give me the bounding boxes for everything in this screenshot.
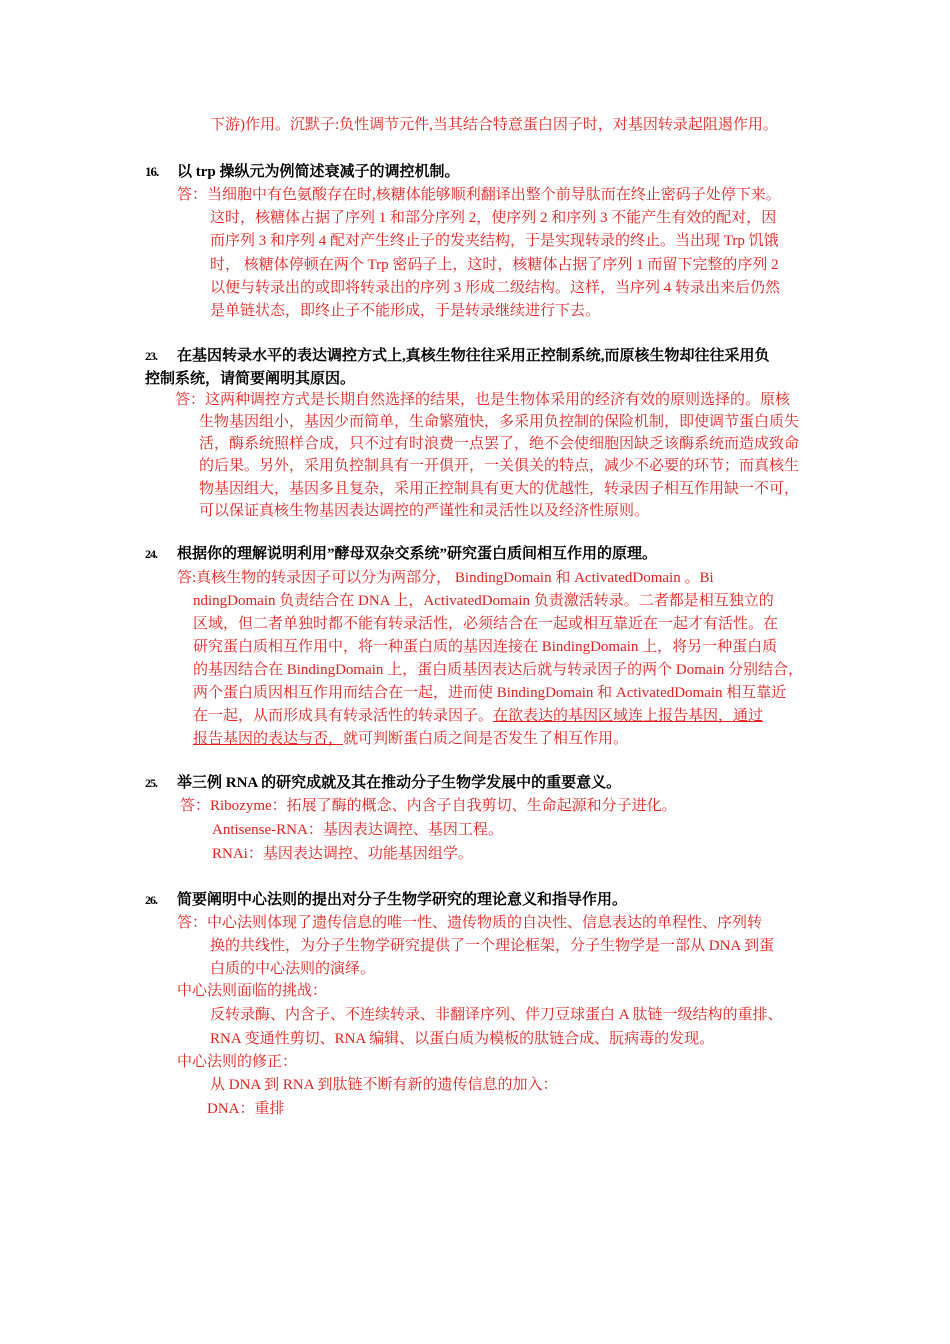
question-number: 16. xyxy=(145,164,159,179)
answer-line: 白质的中心法则的演绎。 xyxy=(210,961,376,977)
answer-line xyxy=(193,729,628,749)
answer-line: 可以保证真核生物基因表达调控的严谨性和灵活性以及经济性原则。 xyxy=(199,503,650,519)
answer-line: 生物基因组小，基因少而简单，生命繁殖快，多采用负控制的保险机制，即使调节蛋白质失 xyxy=(199,414,800,430)
answer-line: 是单链状态，即终止子不能形成，于是转录继续进行下去。 xyxy=(210,303,601,319)
underlined-text: 报告基因的表达与否， xyxy=(193,731,344,747)
answer-line: 两个蛋白质因相互作用而结合在一起，进而使 BindingDomain 和 ActivatedDomain 相互靠近 xyxy=(193,685,787,701)
text-span: 在一起，从而形成具有转录活性的转录因子。 xyxy=(193,708,494,724)
answer-line: ndingDomain 负责结合在 DNA 上，ActivatedDomain 负责激活转录。二者都是相互独立的 xyxy=(193,593,774,609)
answer-line: 的基因结合在 BindingDomain 上，蛋白质基因表达后就与转录因子的两个 Domain 分别结合， xyxy=(193,662,803,678)
question-number: 25. xyxy=(145,776,157,790)
answer-line: RNAi：基因表达调控、功能基因组学。 xyxy=(212,846,473,862)
question-number: 23. xyxy=(145,349,157,363)
underlined-text: 在欲表达的基因区域连上报告基因，通过 xyxy=(493,708,764,724)
answer-line: 答：Ribozyme：拓展了酶的概念、内含子自我剪切、生命起源和分子进化。 xyxy=(180,798,677,814)
answer-line: DNA：重排 xyxy=(207,1101,285,1117)
question-title: 根据你的理解说明利用”酵母双杂交系统”研究蛋白质间相互作用的原理。 xyxy=(177,546,658,562)
answer-subheading: 中心法则的修正： xyxy=(177,1054,298,1070)
answer-line: 物基因组大，基因多且复杂，采用正控制具有更大的优越性，转录因子相互作用缺一不可， xyxy=(199,481,800,497)
answer-line: 的后果。另外，采用负控制具有一开俱开，一关俱关的特点，减少不必要的环节；而真核生 xyxy=(199,458,800,474)
answer-line: 从 DNA 到 RNA 到肽链不断有新的遗传信息的加入： xyxy=(210,1077,558,1093)
answer-line: 答：这两种调控方式是长期自然选择的结果，也是生物体采用的经济有效的原则选择的。原核 xyxy=(175,392,791,408)
question-title: 举三例 RNA 的研究成就及其在推动分子生物学发展中的重要意义。 xyxy=(177,775,622,791)
question-title: 简要阐明中心法则的提出对分子生物学研究的理论意义和指导作用。 xyxy=(177,892,628,908)
answer-subheading: 中心法则面临的挑战： xyxy=(177,983,328,999)
answer-line: 这时，核糖体占据了序列 1 和部分序列 2，使序列 2 和序列 3 不能产生有效的配对，因 xyxy=(210,210,777,226)
answer-line: 而序列 3 和序列 4 配对产生终止子的发夹结构，于是实现转录的终止。当出现 Trp 饥饿 xyxy=(210,233,779,249)
question-title: 在基因转录水平的表达调控方式上,真核生物往往采用正控制系统,而原核生物却往往采用负 xyxy=(177,348,770,364)
question-number: 26. xyxy=(145,893,157,907)
answer-line: Antisense-RNA：基因表达调控、基因工程。 xyxy=(212,822,503,838)
answer-line: 时， 核糖体停顿在两个 Trp 密码子上，这时，核糖体占据了序列 1 而留下完整的序列 2 xyxy=(210,257,779,273)
answer-line: 反转录酶、内含子、不连续转录、非翻译序列、伴刀豆球蛋白 A 肽链一级结构的重排、 xyxy=(210,1007,783,1023)
answer-line xyxy=(193,706,763,726)
question-number: 24. xyxy=(145,547,157,561)
answer-line: 以便与转录出的或即将转录出的序列 3 形成二级结构。这样，当序列 4 转录出来后仍然 xyxy=(210,280,781,296)
answer-line: 答：中心法则体现了遗传信息的唯一性、遗传物质的自决性、信息表达的单程性、序列转 xyxy=(177,915,763,931)
answer-line: RNA 变通性剪切、RNA 编辑、以蛋白质为模板的肽链合成、朊病毒的发现。 xyxy=(210,1031,715,1047)
answer-line: 区域，但二者单独时都不能有转录活性，必须结合在一起或相互靠近在一起才有活性。在 xyxy=(193,616,779,632)
answer-line: 答:真核生物的转录因子可以分为两部分， BindingDomain 和 ActivatedDomain 。Bi xyxy=(177,570,714,586)
answer-line: 研究蛋白质相互作用中，将一种蛋白质的基因连接在 BindingDomain 上，将另一种蛋白质 xyxy=(193,639,778,655)
text-span: 就可判断蛋白质之间是否发生了相互作用。 xyxy=(343,731,629,747)
text-line: 下游)作用。沉默子:负性调节元件,当其结合特意蛋白因子时，对基因转录起阻遏作用。 xyxy=(210,117,778,133)
question-title: 控制系统，请简要阐明其原因。 xyxy=(145,371,356,387)
answer-line: 换的共线性，为分子生物学研究提供了一个理论框架，分子生物学是一部从 DNA 到蛋 xyxy=(210,938,775,954)
question-title: 以 trp 操纵元为例简述衰减子的调控机制。 xyxy=(177,164,460,180)
answer-line: 答：当细胞中有色氨酸存在时,核糖体能够顺利翻译出整个前导肽而在终止密码子处停下来。 xyxy=(177,187,781,203)
answer-line: 活，酶系统照样合成，只不过有时浪费一点罢了，绝不会使细胞因缺乏该酶系统而造成致命 xyxy=(199,436,800,452)
